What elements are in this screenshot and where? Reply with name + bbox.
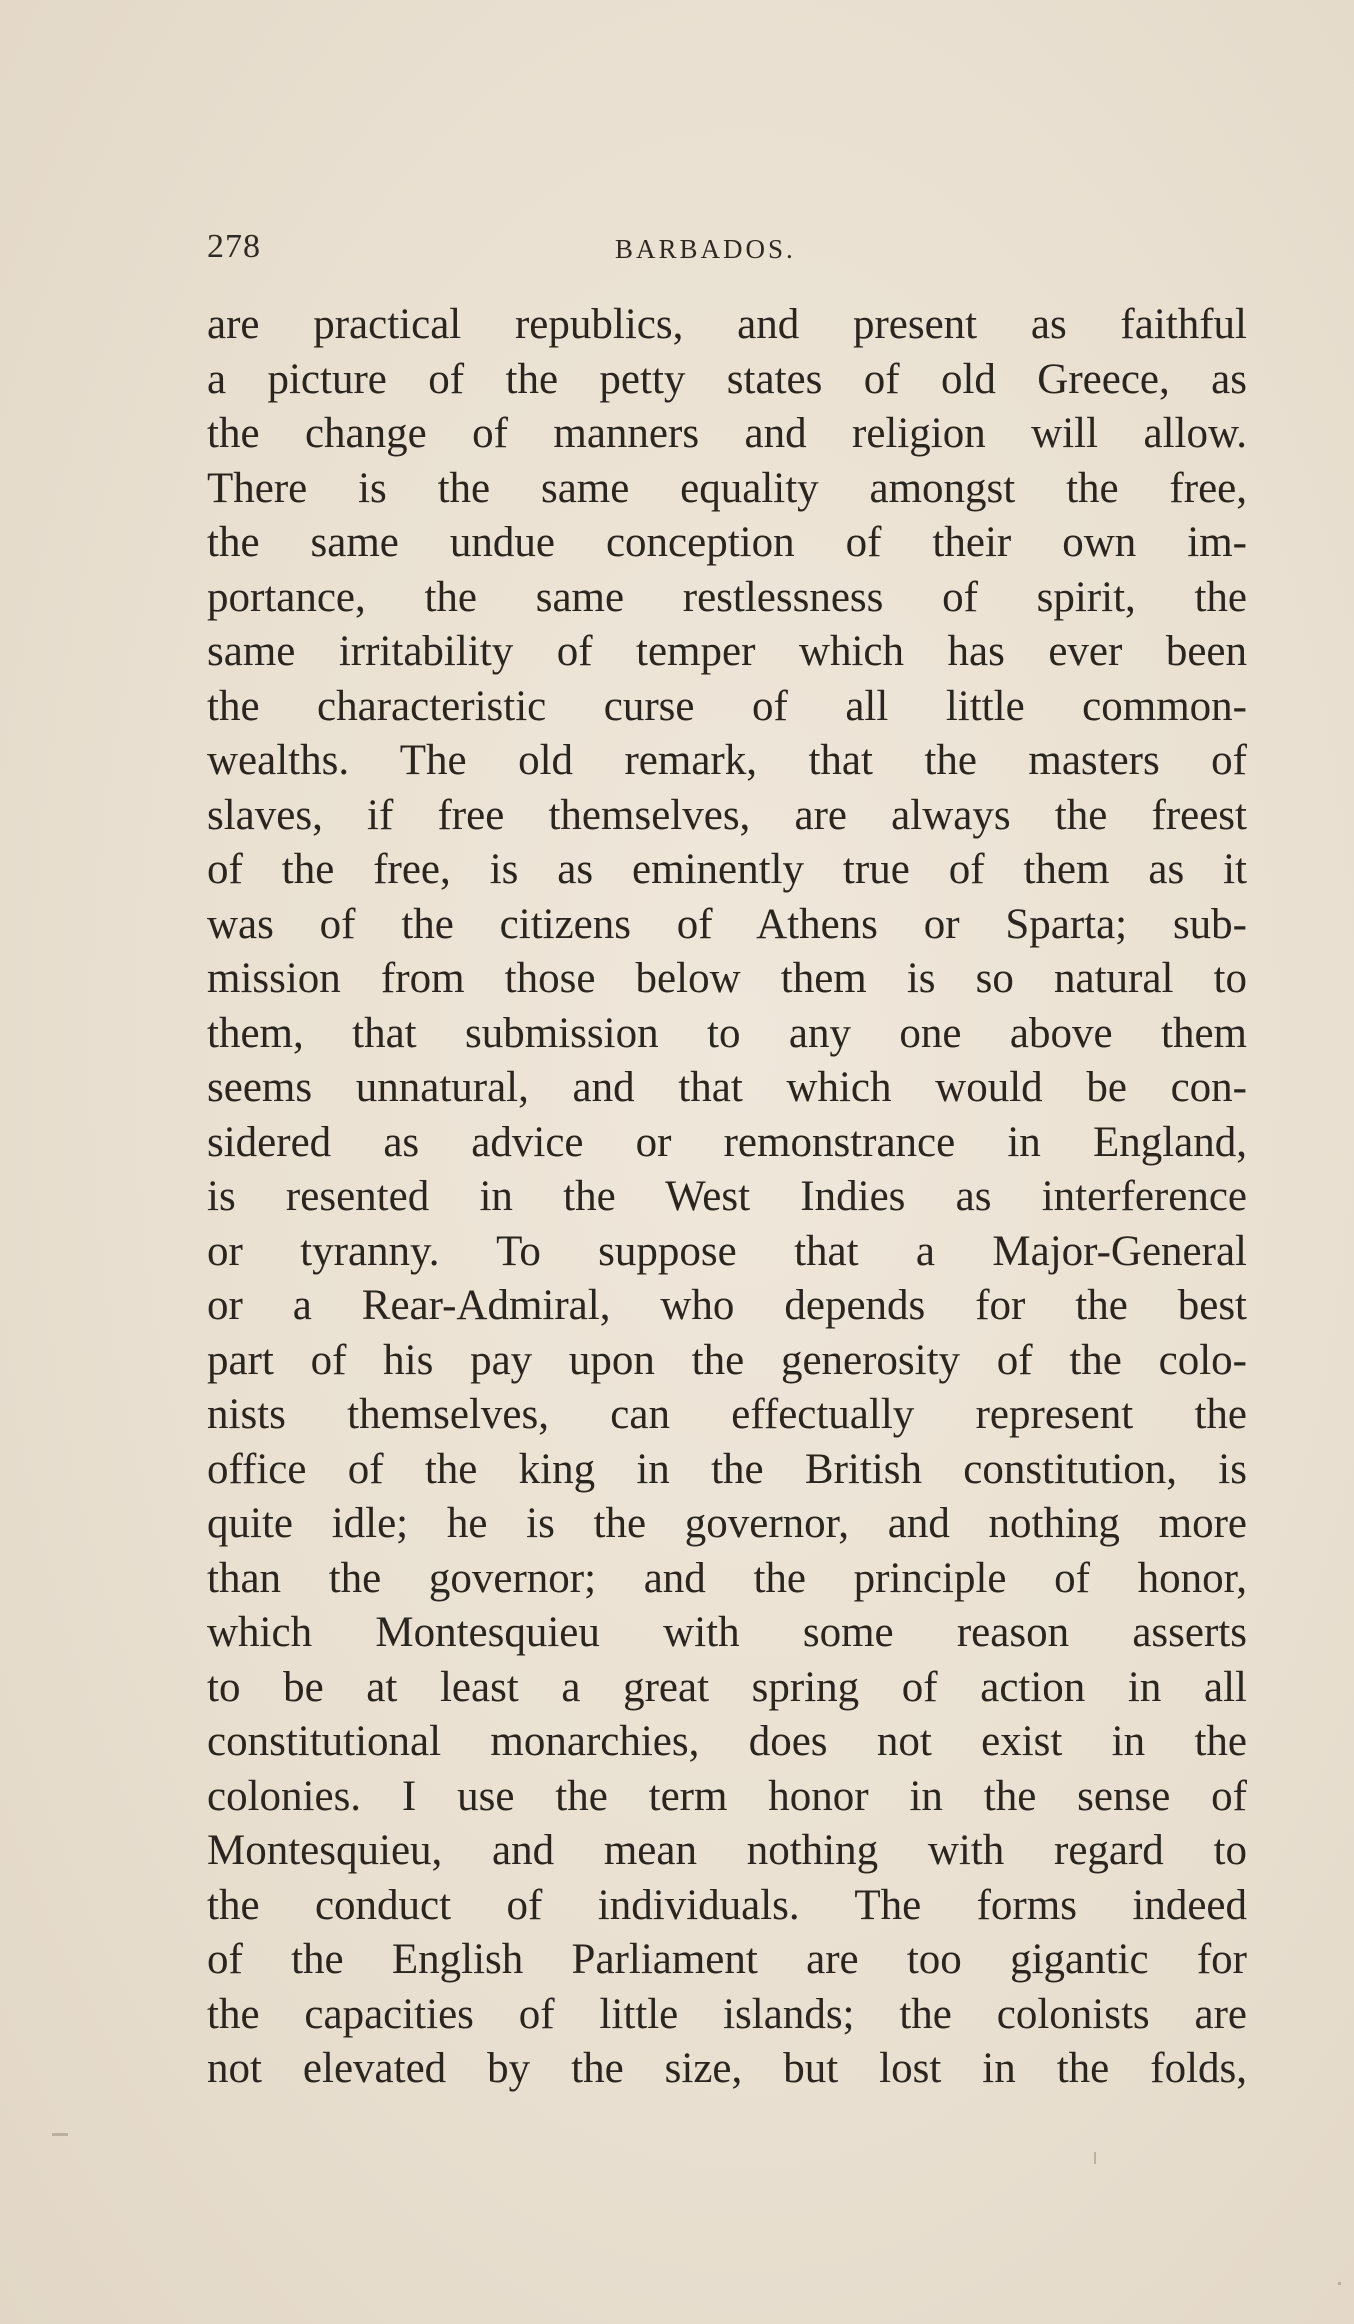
text-line: than the governor; and the principle of honor,: [207, 1554, 1247, 1602]
text-line: are practical republics, and present as faithful: [207, 301, 1247, 348]
text-line: sidered as advice or remonstrance in England,: [207, 1118, 1247, 1166]
text-line: of the English Parliament are too gigantic for: [207, 1936, 1247, 1983]
text-line: the same undue conception of their own im-: [207, 519, 1247, 566]
text-line: part of his pay upon the generosity of the colo-: [207, 1336, 1247, 1384]
text-line: to be at least a great spring of action in all: [207, 1663, 1247, 1711]
text-line: colonies. I use the term honor in the sense of: [207, 1772, 1247, 1820]
text-line: of the free, is as eminently true of them as it: [207, 846, 1247, 893]
text-line: quite idle; he is the governor, and nothing more: [207, 1500, 1247, 1547]
text-line: slaves, if free themselves, are always the freest: [207, 791, 1247, 839]
text-line: or tyranny. To suppose that a Major-General: [207, 1227, 1247, 1275]
paper-speck: [1338, 2282, 1341, 2285]
text-line: which Montesquieu with some reason asserts: [207, 1609, 1247, 1656]
text-line: mission from those below them is so natural to: [207, 955, 1247, 1002]
text-line: Montesquieu, and mean nothing with regard to: [207, 1827, 1247, 1874]
text-line: was of the citizens of Athens or Sparta; sub-: [207, 900, 1247, 948]
text-line: constitutional monarchies, does not exist in the: [207, 1718, 1247, 1765]
running-head: BARBADOS.: [615, 234, 796, 264]
text-line: them, that submission to any one above them: [207, 1009, 1247, 1057]
page-header: [207, 228, 1247, 288]
text-line: the characteristic curse of all little common-: [207, 682, 1247, 730]
text-line: portance, the same restlessness of spirit, the: [207, 573, 1247, 621]
paper-speck: [52, 2133, 68, 2136]
text-line: the change of manners and religion will allow.: [207, 410, 1247, 457]
text-line: seems unnatural, and that which would be con-: [207, 1064, 1247, 1111]
body-text: [207, 298, 1247, 2097]
text-line: not elevated by the size, but lost in the folds,: [207, 2045, 1247, 2092]
text-line: a picture of the petty states of old Greece, as: [207, 355, 1247, 403]
text-line: is resented in the West Indies as interference: [207, 1173, 1247, 1220]
text-line: wealths. The old remark, that the masters of: [207, 737, 1247, 784]
text-line: or a Rear-Admiral, who depends for the best: [207, 1282, 1247, 1329]
page-number: 278: [207, 228, 261, 265]
text-line: the capacities of little islands; the colonists are: [207, 1990, 1247, 2038]
text-line: same irritability of temper which has ever been: [207, 628, 1247, 675]
text-line: There is the same equality amongst the free,: [207, 464, 1247, 512]
text-line: the conduct of individuals. The forms indeed: [207, 1881, 1247, 1929]
paper-speck: [1094, 2152, 1096, 2164]
text-line: nists themselves, can effectually represent the: [207, 1391, 1247, 1438]
text-line: office of the king in the British constitution, is: [207, 1445, 1247, 1493]
